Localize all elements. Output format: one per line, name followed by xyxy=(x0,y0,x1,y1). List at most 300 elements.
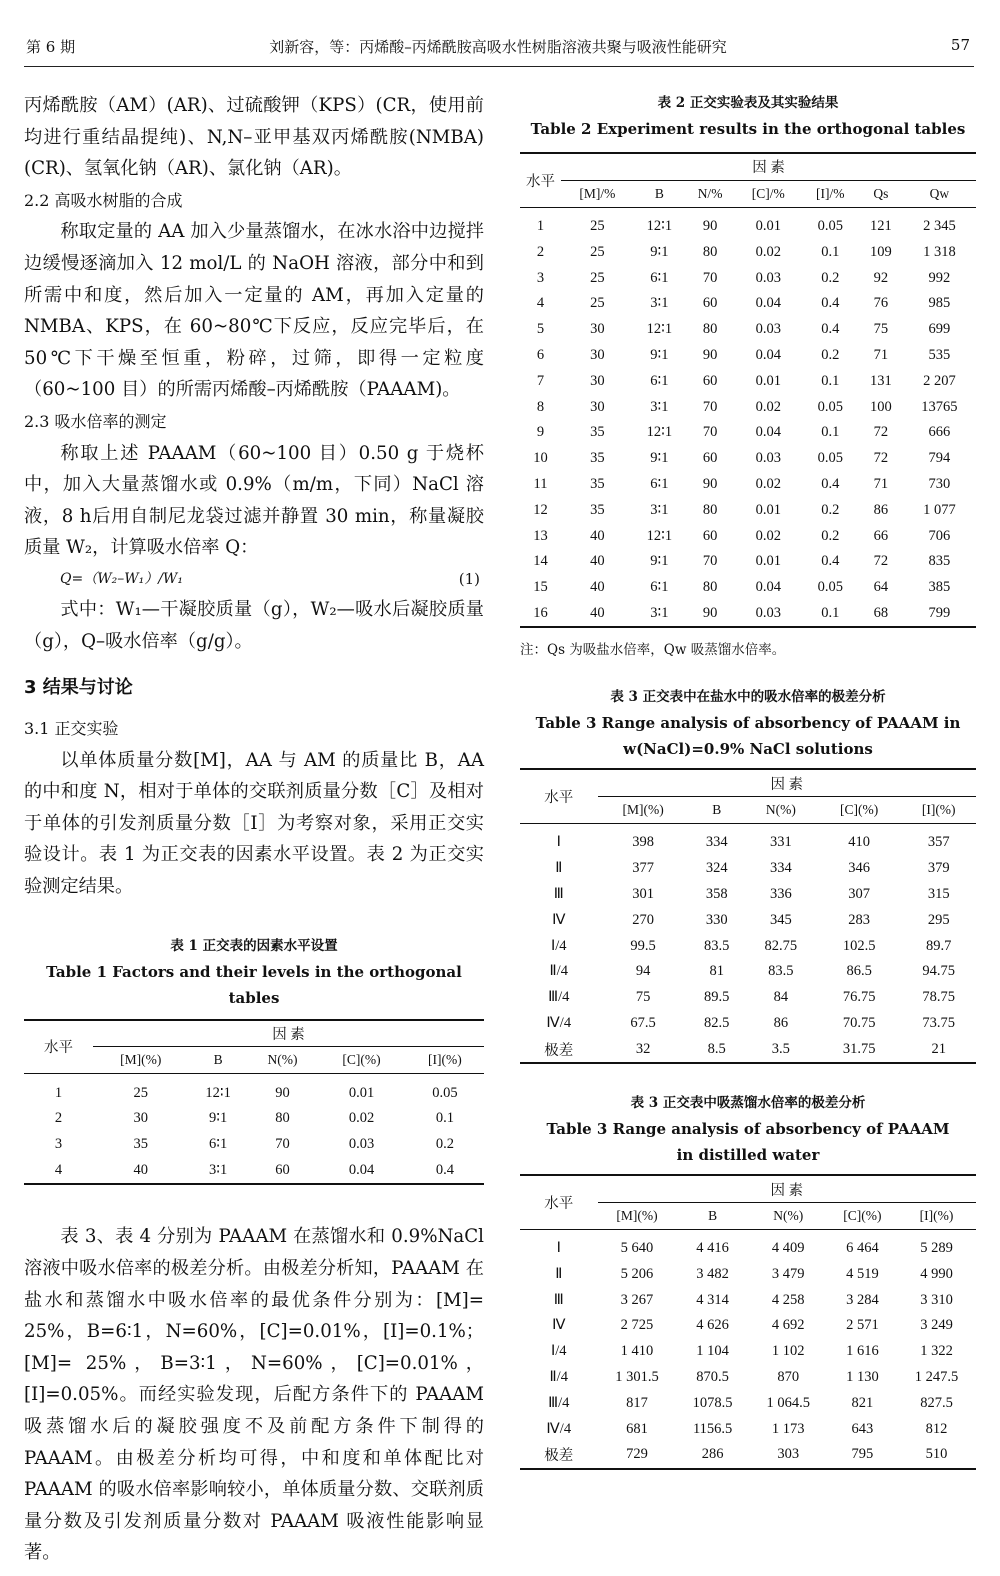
table-cell: 70 xyxy=(275,1136,290,1153)
table-cell: 0.03 xyxy=(348,1136,375,1153)
row-label-cell: Ⅲ/4 xyxy=(548,1394,570,1411)
row-label-cell: 11 xyxy=(533,475,548,492)
table-cell: 0.05 xyxy=(817,398,843,415)
table-cell: 0.05 xyxy=(817,217,843,234)
table-cell: 30 xyxy=(133,1110,149,1127)
section-2-3-heading: 2.3 吸水倍率的测定 xyxy=(24,411,167,431)
equation-1 xyxy=(24,564,484,594)
para-materials: 丙烯酰胺（AM）(AR)、过硫酸钾（KPS）(CR，使用前均进行重结晶提纯)、N,N–亚甲基双丙烯酰胺(NMBA)(CR)、氢氧化钠（AR)、氯化钠（AR)。 xyxy=(24,95,484,180)
table-cell: 84 xyxy=(773,989,789,1006)
table-cell: 3∶1 xyxy=(650,398,669,415)
table-cell: 31.75 xyxy=(817,1036,902,1063)
table-cell: 25 xyxy=(590,243,605,260)
table-cell: 5 206 xyxy=(620,1265,654,1282)
table-cell: 76 xyxy=(873,295,889,312)
table-cell: 67.5 xyxy=(630,1014,656,1031)
table-cell: 0.4 xyxy=(821,553,840,570)
table-cell: 3∶1 xyxy=(634,601,685,628)
table-row xyxy=(520,394,976,420)
row-label-cell: 2 xyxy=(536,243,545,260)
table-cell: 0.2 xyxy=(821,501,840,518)
table-cell: 324 xyxy=(705,860,728,877)
table-cell: 410 xyxy=(848,834,871,851)
table-cell: 643 xyxy=(851,1420,874,1437)
table-row xyxy=(520,239,976,265)
table-cell: 72 xyxy=(873,553,889,570)
column-header: [I](%) xyxy=(901,797,976,824)
section-3-1-heading: 3.1 正交实验 xyxy=(24,719,119,739)
table-cell: 1 130 xyxy=(846,1369,879,1386)
table-cell: 1078.5 xyxy=(692,1394,733,1411)
column-header-row xyxy=(520,180,976,207)
table-row xyxy=(520,549,976,575)
table-cell: 0.05 xyxy=(817,450,843,467)
table-cell: 109 xyxy=(870,243,892,260)
table-cell: 9∶1 xyxy=(208,1110,228,1127)
table-cell: 100 xyxy=(870,398,892,415)
running-title: 刘新容，等：丙烯酸–丙烯酰胺高吸水性树脂溶液共聚与吸液性能研究 xyxy=(269,38,727,56)
table-cell: 80 xyxy=(702,321,718,338)
row-label-cell: 5 xyxy=(536,321,545,338)
table-cell: 0.04 xyxy=(755,424,781,441)
table-cell: 1 247.5 xyxy=(914,1369,959,1386)
table-cell: 30 xyxy=(590,372,605,389)
column-header: [M]/% xyxy=(561,180,634,207)
table-cell: 80 xyxy=(702,501,718,518)
table-cell: 12∶1 xyxy=(646,424,673,441)
row-label-cell: 1 xyxy=(536,217,545,234)
row-label-cell: Ⅳ/4 xyxy=(546,1014,572,1031)
table-cell: 1 102 xyxy=(771,1343,805,1360)
table-cell: 5 289 xyxy=(920,1240,953,1257)
row-label-cell: Ⅳ/4 xyxy=(546,1420,572,1437)
row-label-cell: Ⅲ/4 xyxy=(548,989,570,1006)
issue-number: 第 6 期 xyxy=(26,38,76,56)
table-cell: 75 xyxy=(635,989,651,1006)
table-cell: 827.5 xyxy=(920,1394,953,1411)
table-cell: 799 xyxy=(903,601,976,628)
table-cell: 0.4 xyxy=(406,1158,484,1185)
equation-number: (1) xyxy=(458,569,480,588)
row-label-cell: 10 xyxy=(533,450,548,467)
table-cell: 346 xyxy=(848,860,871,877)
table-cell: 835 xyxy=(928,553,951,570)
table-cell: 76.75 xyxy=(842,989,876,1006)
table-row xyxy=(520,1036,976,1063)
table-cell: 4 519 xyxy=(846,1265,879,1282)
table-cell: 358 xyxy=(705,885,728,902)
para-measurement: 称取上述 PAAAM（60~100 目）0.50 g 于烧杯中，加入大量蒸馏水或 0.9%（m/m，下同）NaCl 溶液，8 h后用自制尼龙袋过滤并静置 30 min，称量凝胶质量 W₂，计算吸水倍率 Q： xyxy=(24,442,484,559)
table-row xyxy=(520,472,976,498)
table-cell: 0.02 xyxy=(755,398,781,415)
table-cell: 68 xyxy=(859,601,903,628)
table-cell: 3 267 xyxy=(620,1291,654,1308)
page-number: 57 xyxy=(950,36,970,54)
table-cell: 0.02 xyxy=(755,243,781,260)
row-label-cell: Ⅱ xyxy=(555,1265,563,1282)
row-label-cell: 4 xyxy=(536,295,545,312)
table-cell: 40 xyxy=(590,579,605,596)
table-cell: 0.01 xyxy=(348,1084,375,1101)
table-cell: 60 xyxy=(702,372,718,389)
table-cell: 0.2 xyxy=(821,269,840,286)
table-cell: 35 xyxy=(590,501,605,518)
table-2-note: 注：Qs 为吸盐水倍率，Qw 吸蒸馏水倍率。 xyxy=(520,642,786,659)
table-cell: 379 xyxy=(927,860,950,877)
table-cell: 4 314 xyxy=(696,1291,729,1308)
table-cell: 2 725 xyxy=(620,1317,654,1334)
row-label-cell: 4 xyxy=(24,1158,93,1185)
table-cell: 985 xyxy=(928,295,951,312)
table-cell: 992 xyxy=(928,269,951,286)
table-4-caption-en-line2: in distilled water xyxy=(676,1146,820,1165)
table-cell: 0.01 xyxy=(755,217,781,234)
table-cell: 2 345 xyxy=(923,217,956,234)
table-cell: 794 xyxy=(928,450,951,467)
table-cell: 3.5 xyxy=(745,1036,817,1063)
table-cell: 102.5 xyxy=(842,937,876,954)
table-cell: 30 xyxy=(590,398,605,415)
table-4-caption-cn: 表 3 正交表中吸蒸馏水倍率的极差分析 xyxy=(630,1095,866,1112)
table-cell: 71 xyxy=(873,346,889,363)
row-label-cell: Ⅱ/4 xyxy=(549,963,568,980)
column-header: [M](%) xyxy=(598,797,689,824)
column-header: N(%) xyxy=(745,797,817,824)
row-label-cell: 2 xyxy=(54,1110,63,1127)
table-3-caption-en-line2: w(NaCl)=0.9% NaCl solutions xyxy=(623,740,873,759)
table-row xyxy=(520,523,976,549)
table-cell: 821 xyxy=(851,1394,874,1411)
table-cell: 331 xyxy=(769,834,792,851)
table-row xyxy=(520,575,976,601)
table-cell: 3 249 xyxy=(920,1317,953,1334)
table-cell: 385 xyxy=(928,579,951,596)
table-row xyxy=(520,446,976,472)
table-cell: 0.03 xyxy=(755,269,781,286)
table-row xyxy=(520,265,976,291)
table-cell: 5 640 xyxy=(620,1240,654,1257)
table-cell: 1 077 xyxy=(923,501,956,518)
table-1 xyxy=(24,933,484,1186)
table-cell: 812 xyxy=(925,1420,948,1437)
table-cell: 72 xyxy=(873,424,889,441)
table-cell: 0.03 xyxy=(735,601,802,628)
table-row xyxy=(520,343,976,369)
table-cell: 870.5 xyxy=(696,1369,729,1386)
table-cell: 25 xyxy=(590,295,605,312)
table-cell: 303 xyxy=(749,1442,828,1469)
table-cell: 4 416 xyxy=(696,1240,729,1257)
table-2-caption-en: Table 2 Experiment results in the orthogonal tables xyxy=(530,120,966,138)
table-cell: 301 xyxy=(632,885,654,902)
table-2 xyxy=(520,90,976,658)
row-label-cell: Ⅰ/4 xyxy=(550,937,567,954)
table-cell: 666 xyxy=(928,424,951,441)
table-cell: 0.1 xyxy=(821,424,840,441)
table-3 xyxy=(520,684,976,1064)
table-cell: 1156.5 xyxy=(692,1420,733,1437)
table-cell: 3 479 xyxy=(771,1265,805,1282)
table-cell: 0.01 xyxy=(755,553,781,570)
table-cell: 82.75 xyxy=(764,937,798,954)
table-cell: 0.05 xyxy=(432,1084,458,1101)
table-3-grid xyxy=(520,768,976,1064)
table-row xyxy=(24,1106,484,1132)
table-cell: 334 xyxy=(769,860,792,877)
level-header: 水平 xyxy=(520,153,561,207)
table-cell: 795 xyxy=(828,1442,897,1469)
table-cell: 6∶1 xyxy=(650,269,669,286)
table-cell: 0.04 xyxy=(755,295,781,312)
table-cell: 80 xyxy=(275,1110,290,1127)
table-cell: 13765 xyxy=(921,398,958,415)
table-row xyxy=(520,601,976,628)
table-cell: 870 xyxy=(777,1369,800,1386)
para-orthogonal: 以单体质量分数[M]，AA 与 AM 的质量比 B，AA 的中和度 N，相对于单体的交联剂质量分数［C］及相对于单体的引发剂质量分数［I］为考察对象，采用正交实验设计。表 1 为正交表的因素水平设置。表 2 为正交实验测定结果。 xyxy=(24,749,484,898)
table-cell: 12∶1 xyxy=(646,321,673,338)
table-cell: 40 xyxy=(561,601,634,628)
table-row xyxy=(520,368,976,394)
table-cell: 78.75 xyxy=(922,989,956,1006)
table-cell: 60 xyxy=(248,1158,318,1185)
table-1-caption-en: Table 1 Factors and their levels in the orthogonal tables xyxy=(46,962,462,1007)
table-cell: 82.5 xyxy=(704,1014,730,1031)
table-cell: 535 xyxy=(928,346,951,363)
table-row xyxy=(520,1011,976,1037)
para-conclusion: 表 3、表 4 分别为 PAAAM 在蒸馏水和 0.9%NaCl 溶液中吸水倍率的极差分析。由极差分析知，PAAAM 在盐水和蒸馏水中吸水倍率的最优条件分别为：[M]= 25%，B=6∶1，N=60%，[C]=0.01%，[I]=0.1%；[M]= 25%，B=3∶1，N=60%，[C]=0.01%，[I]=0.05%。而经实验发现，后配方条件下的 PAAAM 吸蒸馏水后的凝胶强度不及前配方条件下制得的 PAAAM。由极差分析均可得，中和度和单体配比对 PAAAM 的吸水倍率影响较小，单体质量分数、交联剂质量分数及引发剂质量分数对 PAAAM 吸液性能影响显著。 xyxy=(24,1226,484,1564)
row-label-cell: Ⅲ xyxy=(553,885,564,902)
table-cell: 131 xyxy=(870,372,892,389)
row-label-cell: 1 xyxy=(54,1084,63,1101)
table-cell: 0.2 xyxy=(821,346,840,363)
table-cell: 64 xyxy=(873,579,889,596)
table-cell: 25 xyxy=(590,217,605,234)
table-4 xyxy=(520,1090,976,1470)
table-cell: 60 xyxy=(702,527,718,544)
header-rule xyxy=(24,66,974,67)
table-cell: 21 xyxy=(901,1036,976,1063)
table-cell: 6 464 xyxy=(846,1240,879,1257)
row-label-cell: 8 xyxy=(536,398,545,415)
column-header: [M](%) xyxy=(598,1202,677,1229)
column-header: [I](%) xyxy=(406,1047,484,1074)
table-cell: 2 571 xyxy=(846,1317,879,1334)
table-cell: 4 990 xyxy=(920,1265,953,1282)
table-cell: 3∶1 xyxy=(189,1158,248,1185)
table-cell: 286 xyxy=(676,1442,748,1469)
table-cell: 71 xyxy=(873,475,889,492)
column-header: [I]/% xyxy=(802,180,859,207)
table-cell: 60 xyxy=(702,450,718,467)
table-cell: 1 318 xyxy=(923,243,956,260)
factor-header: 因 素 xyxy=(561,153,976,180)
table-cell: 0.04 xyxy=(317,1158,406,1185)
column-header: Qs xyxy=(859,180,903,207)
row-label-cell: Ⅳ xyxy=(552,911,566,928)
row-label-cell: 6 xyxy=(536,346,545,363)
table-cell: 70.75 xyxy=(842,1014,876,1031)
table-cell: 3 482 xyxy=(696,1265,729,1282)
row-label-cell: 16 xyxy=(520,601,561,628)
table-row xyxy=(520,933,976,959)
row-label-cell: 9 xyxy=(536,424,545,441)
table-2-caption-cn: 表 2 正交实验表及其实验结果 xyxy=(657,95,839,111)
table-cell: 72 xyxy=(873,450,889,467)
table-row xyxy=(520,1287,976,1313)
table-cell: 35 xyxy=(590,475,605,492)
column-header-row xyxy=(24,1047,484,1074)
table-cell: 336 xyxy=(769,885,792,902)
table-cell: 6∶1 xyxy=(208,1136,228,1153)
table-cell: 0.1 xyxy=(821,243,840,260)
table-1-caption-cn: 表 1 正交表的因素水平设置 xyxy=(170,937,338,954)
table-cell: 89.5 xyxy=(704,989,730,1006)
table-cell: 90 xyxy=(702,475,718,492)
table-cell: 9∶1 xyxy=(650,243,669,260)
table-cell: 70 xyxy=(702,553,718,570)
column-header: [C]/% xyxy=(735,180,802,207)
table-4-grid xyxy=(520,1174,976,1470)
equation-text: Q=（W₂–W₁）/W₁ xyxy=(60,570,183,587)
table-cell: 283 xyxy=(848,911,871,928)
table-row xyxy=(520,291,976,317)
table-cell: 70 xyxy=(702,269,718,286)
row-label-cell: Ⅳ xyxy=(552,1317,566,1334)
table-row xyxy=(24,1158,484,1185)
table-cell: 0.01 xyxy=(755,372,781,389)
table-cell: 90 xyxy=(685,601,735,628)
table-cell: 94 xyxy=(635,963,651,980)
table-cell: 86 xyxy=(873,501,889,518)
table-cell: 0.4 xyxy=(821,321,840,338)
table-cell: 8.5 xyxy=(689,1036,745,1063)
para-synthesis: 称取定量的 AA 加入少量蒸馏水，在冰水浴中边搅拌边缓慢逐滴加入 12 mol/L 的 NaOH 溶液，部分中和到所需中和度，然后加入一定量的 AM，再加入定量的 NMBA、KPS，在 60~80℃下反应，反应完毕后，在 50℃下干燥至恒重，粉碎，过筛，即得一定粒度（60~100 目）的所需丙烯酸–丙烯酰胺（PAAAM)。 xyxy=(24,221,484,401)
row-label-cell: Ⅰ/4 xyxy=(550,1343,567,1360)
table-cell: 0.2 xyxy=(435,1136,454,1153)
row-label-cell: 极差 xyxy=(520,1442,598,1469)
table-cell: 398 xyxy=(632,834,654,851)
table-row xyxy=(520,882,976,908)
column-header: B xyxy=(634,180,685,207)
factor-header: 因 素 xyxy=(598,1175,976,1202)
table-cell: 1 104 xyxy=(696,1343,729,1360)
table-row xyxy=(520,1365,976,1391)
table-cell: 510 xyxy=(897,1442,976,1469)
table-2-grid xyxy=(520,152,976,628)
table-cell: 92 xyxy=(873,269,889,286)
table-row xyxy=(520,856,976,882)
table-row xyxy=(24,1132,484,1158)
table-cell: 1 410 xyxy=(620,1343,654,1360)
table-cell: 4 692 xyxy=(771,1317,805,1334)
table-cell: 12∶1 xyxy=(646,527,673,544)
table-cell: 0.1 xyxy=(435,1110,454,1127)
table-cell: 32 xyxy=(598,1036,689,1063)
table-cell: 6∶1 xyxy=(650,475,669,492)
column-header: Qw xyxy=(903,180,976,207)
table-cell: 6∶1 xyxy=(650,372,669,389)
table-cell: 40 xyxy=(590,553,605,570)
row-label-cell: Ⅰ xyxy=(556,834,561,851)
column-header: [C](%) xyxy=(317,1047,406,1074)
table-cell: 0.4 xyxy=(821,295,840,312)
table-cell: 295 xyxy=(927,911,950,928)
table-cell: 86.5 xyxy=(846,963,872,980)
table-row xyxy=(520,1229,976,1261)
row-label-cell: 3 xyxy=(54,1136,63,1153)
column-header: N(%) xyxy=(248,1047,318,1074)
table-4-caption-en-line1: Table 3 Range analysis of absorbency of PAAAM xyxy=(546,1120,950,1139)
table-cell: 1 064.5 xyxy=(766,1394,810,1411)
table-row xyxy=(520,1416,976,1442)
table-cell: 94.75 xyxy=(922,963,956,980)
table-cell: 377 xyxy=(632,860,654,877)
section-3-heading: 3 结果与讨论 xyxy=(24,677,133,699)
table-cell: 1 322 xyxy=(920,1343,953,1360)
table-cell: 0.02 xyxy=(755,475,781,492)
row-label-cell: 15 xyxy=(533,579,548,596)
section-2-2-heading: 2.2 高吸水树脂的合成 xyxy=(24,190,183,210)
table-cell: 0.04 xyxy=(755,579,781,596)
table-cell: 40 xyxy=(590,527,605,544)
table-1-grid xyxy=(24,1019,484,1186)
factor-header: 因 素 xyxy=(93,1020,484,1047)
para-where: 式中：W₁—干凝胶质量（g），W₂—吸水后凝胶质量（g），Q–吸水倍率（g/g）。 xyxy=(24,598,484,652)
table-cell: 1 616 xyxy=(846,1343,879,1360)
row-label-cell: Ⅱ xyxy=(555,860,563,877)
row-label-cell: 12 xyxy=(533,501,548,518)
table-row xyxy=(24,1074,484,1106)
row-label-cell: 13 xyxy=(533,527,548,544)
table-3-caption-en-line1: Table 3 Range analysis of absorbency of PAAAM in xyxy=(535,714,961,733)
column-header: B xyxy=(689,797,745,824)
table-cell: 0.05 xyxy=(817,579,843,596)
table-cell: 4 409 xyxy=(771,1240,805,1257)
table-cell: 334 xyxy=(705,834,728,851)
column-header: [I](%) xyxy=(897,1202,976,1229)
table-cell: 0.2 xyxy=(821,527,840,544)
level-header: 水平 xyxy=(520,769,598,823)
table-cell: 86 xyxy=(773,1014,789,1031)
row-label-cell: Ⅰ xyxy=(556,1240,561,1257)
table-cell: 90 xyxy=(702,346,718,363)
column-header: B xyxy=(676,1202,748,1229)
table-cell: 99.5 xyxy=(630,937,656,954)
table-row xyxy=(520,1313,976,1339)
table-cell: 3 284 xyxy=(846,1291,879,1308)
table-cell: 35 xyxy=(590,424,605,441)
table-cell: 12∶1 xyxy=(205,1084,231,1101)
table-3-caption-cn: 表 3 正交表中在盐水中的吸水倍率的极差分析 xyxy=(610,689,886,706)
table-cell: 0.01 xyxy=(755,501,781,518)
column-header: [C](%) xyxy=(817,797,902,824)
table-cell: 330 xyxy=(705,911,728,928)
table-cell: 73.75 xyxy=(922,1014,956,1031)
row-label-cell: Ⅲ xyxy=(553,1291,564,1308)
table-cell: 1 173 xyxy=(771,1420,805,1437)
level-header: 水平 xyxy=(24,1020,93,1074)
table-cell: 121 xyxy=(870,217,892,234)
table-cell: 9∶1 xyxy=(650,553,669,570)
running-header xyxy=(26,36,970,58)
table-cell: 4 626 xyxy=(696,1317,729,1334)
table-row xyxy=(520,207,976,239)
table-row xyxy=(520,1442,976,1469)
row-label-cell: 极差 xyxy=(520,1036,598,1063)
table-cell: 70 xyxy=(702,398,718,415)
table-cell: 25 xyxy=(133,1084,149,1101)
table-cell: 1 301.5 xyxy=(615,1369,659,1386)
